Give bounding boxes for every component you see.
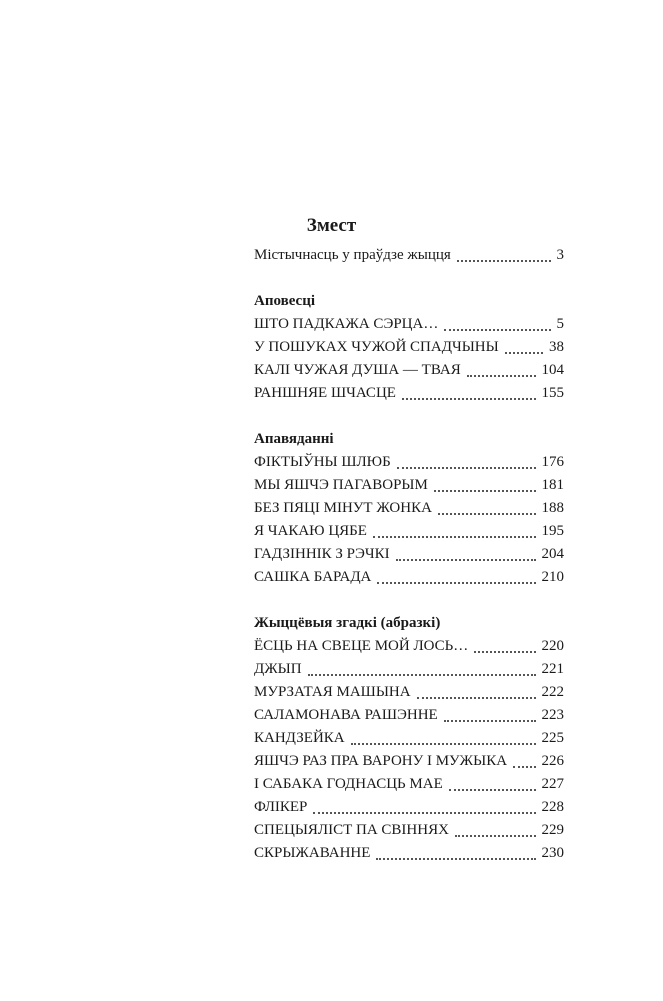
dot-leader	[444, 720, 536, 722]
toc-entry-title: МЫ ЯШЧЭ ПАГАВОРЫМ	[254, 477, 428, 493]
toc-entry	[254, 727, 564, 749]
toc-entry-page: 227	[541, 776, 564, 792]
toc-entry	[254, 773, 564, 795]
dot-leader	[308, 674, 536, 676]
dot-leader	[434, 490, 536, 492]
dot-leader	[396, 559, 536, 561]
toc-entry	[254, 313, 564, 335]
toc-entry-page: 225	[541, 730, 564, 746]
section-heading: Апавяданні	[254, 431, 334, 447]
toc-entry-page: 221	[541, 661, 564, 677]
toc-entry-title: Містычнасць у праўдзе жыцця	[254, 247, 451, 263]
dot-leader	[397, 467, 536, 469]
toc-entry	[254, 497, 564, 519]
toc-entry-title: САЛАМОНАВА РАШЭННЕ	[254, 707, 438, 723]
toc-entry-page: 195	[541, 523, 564, 539]
toc-entry	[254, 520, 564, 542]
toc-entry-page: 222	[541, 684, 564, 700]
toc-entry-title: СПЕЦЫЯЛІСТ ПА СВІННЯХ	[254, 822, 449, 838]
dot-leader	[444, 329, 550, 331]
toc-entry	[254, 796, 564, 818]
toc-entry	[254, 635, 564, 657]
toc-entry-title: У ПОШУКАХ ЧУЖОЙ СПАДЧЫНЫ	[254, 339, 499, 355]
dot-leader	[513, 766, 535, 768]
toc-entry-title: ДЖЫП	[254, 661, 302, 677]
toc-entry-page: 181	[541, 477, 564, 493]
toc-entry-page: 210	[541, 569, 564, 585]
toc-entry	[254, 658, 564, 680]
toc-entry	[254, 842, 564, 864]
toc-entry-title: ФІКТЫЎНЫ ШЛЮБ	[254, 454, 391, 470]
toc-entry	[254, 681, 564, 703]
section-heading: Жыццёвыя згадкі (абразкі)	[254, 615, 441, 631]
toc-entry-title: ЯШЧЭ РАЗ ПРА ВАРОНУ І МУЖЫКА	[254, 753, 508, 769]
toc-entry	[254, 359, 564, 381]
dot-leader	[313, 812, 535, 814]
toc-entry-title: РАНШНЯЕ ШЧАСЦЕ	[254, 385, 396, 401]
toc-entry	[254, 336, 564, 358]
toc-entry	[254, 474, 564, 496]
dot-leader	[417, 697, 536, 699]
dot-leader	[505, 352, 543, 354]
toc-title: Змест	[306, 215, 357, 236]
dot-leader	[373, 536, 536, 538]
toc-entry-page: 155	[541, 385, 564, 401]
toc-entry	[254, 451, 564, 473]
toc-entry-page: 3	[556, 247, 564, 263]
toc-entry	[254, 819, 564, 841]
dot-leader	[376, 858, 535, 860]
toc-entry	[254, 750, 564, 772]
toc-entry-page: 229	[541, 822, 564, 838]
toc-entry-page: 5	[556, 316, 564, 332]
dot-leader	[457, 260, 551, 262]
toc-list	[254, 0, 564, 1001]
toc-entry-page: 226	[541, 753, 564, 769]
toc-entry-page: 220	[541, 638, 564, 654]
dot-leader	[402, 398, 536, 400]
toc-entry-title: СКРЫЖАВАННЕ	[254, 845, 371, 861]
toc-entry-page: 230	[541, 845, 564, 861]
dot-leader	[438, 513, 536, 515]
toc-entry-title: Я ЧАКАЮ ЦЯБЕ	[254, 523, 367, 539]
toc-entry-title: САШКА БАРАДА	[254, 569, 372, 585]
toc-entry-page: 188	[541, 500, 564, 516]
dot-leader	[351, 743, 536, 745]
toc-entry	[254, 543, 564, 565]
section-heading: Аповесці	[254, 293, 316, 309]
toc-entry-page: 104	[541, 362, 564, 378]
dot-leader	[449, 789, 536, 791]
toc-entry	[254, 704, 564, 726]
toc-entry-title: МУРЗАТАЯ МАШЫНА	[254, 684, 411, 700]
toc-entry	[254, 382, 564, 404]
toc-entry-page: 176	[541, 454, 564, 470]
dot-leader	[455, 835, 536, 837]
toc-entry-title: КАНДЗЕЙКА	[254, 730, 345, 746]
toc-entry-title: ГАДЗІННІК З РЭЧКІ	[254, 546, 390, 562]
toc-entry-page: 204	[541, 546, 564, 562]
toc-entry-page: 228	[541, 799, 564, 815]
toc-entry-title: ЁСЦЬ НА СВЕЦЕ МОЙ ЛОСЬ…	[254, 638, 469, 654]
dot-leader	[377, 582, 535, 584]
toc-entry-title: КАЛІ ЧУЖАЯ ДУША — ТВАЯ	[254, 362, 461, 378]
toc-entry-page: 38	[549, 339, 564, 355]
toc-entry-page: 223	[541, 707, 564, 723]
toc-entry	[254, 566, 564, 588]
toc-entry	[254, 244, 564, 266]
toc-entry-title: ФЛІКЕР	[254, 799, 308, 815]
dot-leader	[467, 375, 536, 377]
toc-entry-title: БЕЗ ПЯЦІ МІНУТ ЖОНКА	[254, 500, 432, 516]
toc-entry-title: ШТО ПАДКАЖА СЭРЦА…	[254, 316, 439, 332]
dot-leader	[474, 651, 535, 653]
toc-entry-title: І САБАКА ГОДНАСЦЬ МАЕ	[254, 776, 443, 792]
